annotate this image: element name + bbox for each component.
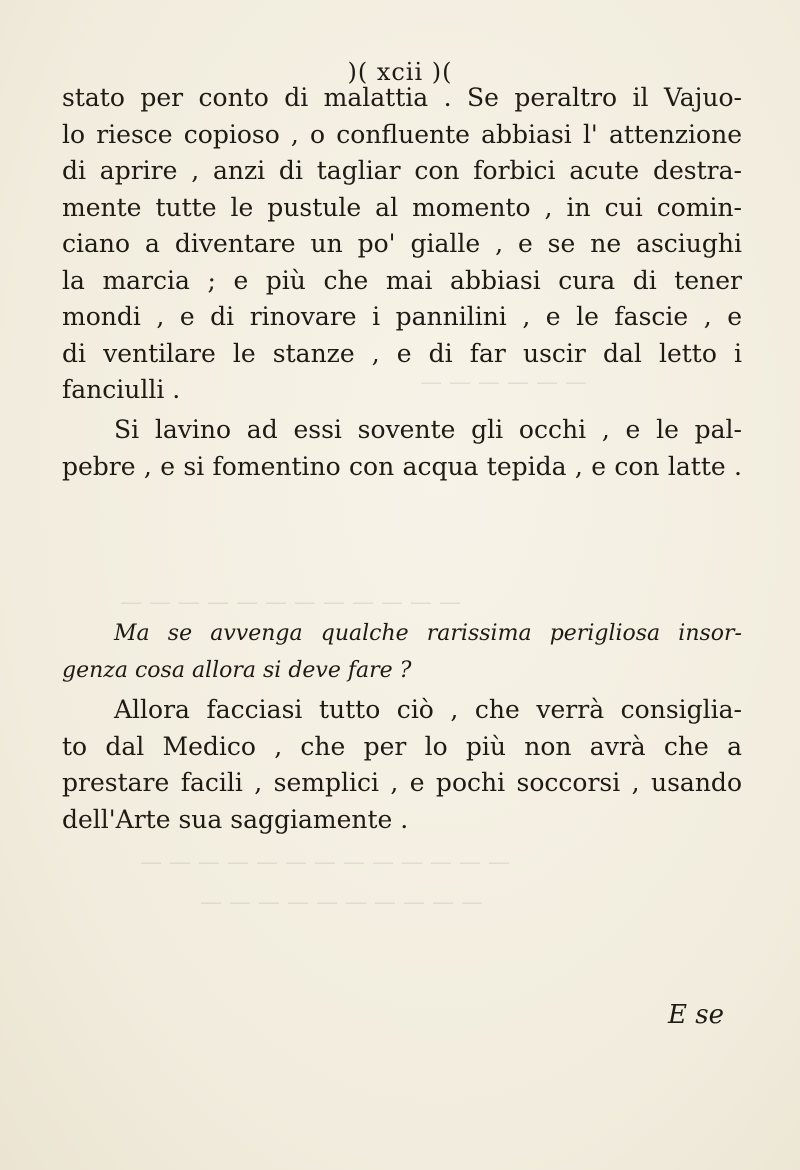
show-through-texture: — — — — — — [420,370,587,395]
paragraph-1 [62,80,742,409]
text-line: dell'Arte sua saggiamente . [62,804,409,834]
show-through-texture: — — — — — — — — — — — — [120,590,461,615]
text-line: prestare facili , semplici , e pochi soccorsi , usando [62,768,742,797]
text-line: di aprire , anzi di tagliar con forbici acute destra- [62,156,742,185]
text-line: stato per conto di malattia . Se peraltro il Vajuo- [62,83,742,112]
catchword: E se [668,1000,724,1030]
text-line: pebre , e si fomentino con acqua tepida , e con latte . [62,451,742,481]
text-line: lo riesce copioso , o confluente abbiasi l' attenzione [62,119,742,149]
page-header: )( xcii )( [347,58,453,86]
question [62,616,742,689]
text-line: to dal Medico , che per lo più non avrà che a [62,731,742,761]
text-line: ciano a diventare un po' gialle , e se ne asciughi [62,229,742,258]
text-line: di ventilare le stanze , e di far uscir dal letto i [62,338,742,368]
paragraph-3 [62,692,742,838]
text-line: Si lavino ad essi sovente gli occhi , e le pal- [114,415,742,444]
question-line: genza cosa allora si deve fare ? [62,657,412,683]
question-line: Ma se avvenga qualche rarissima perigliosa insor- [114,621,742,646]
show-through-texture: — — — — — — — — — — — — — [140,850,510,875]
text-line: fanciulli . [62,375,181,404]
show-through-texture: — — — — — — — — — — [200,890,483,915]
text-line: Allora facciasi tutto ciò , che verrà consiglia- [114,695,742,724]
text-line: la marcia ; e più che mai abbiasi cura di tener [62,265,742,295]
text-line: mondi , e di rinovare i pannilini , e le fascie , e [62,302,742,331]
paragraph-2 [62,412,742,485]
text-line: mente tutte le pustule al momento , in cui comin- [62,192,742,222]
